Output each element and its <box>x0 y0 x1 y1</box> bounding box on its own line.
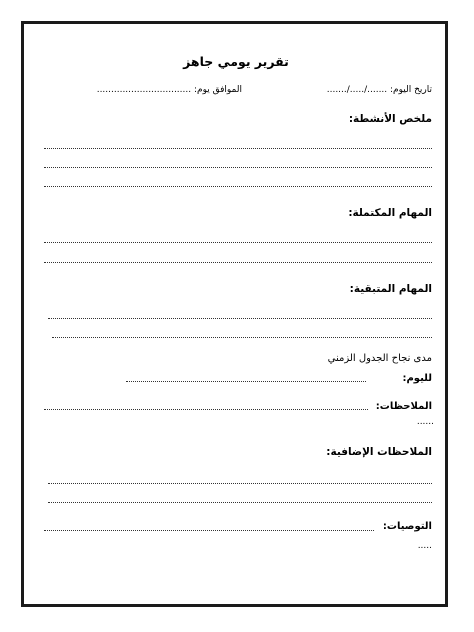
activities-summary-heading: ملخص الأنشطة: <box>348 113 432 125</box>
notes-line[interactable] <box>44 409 368 410</box>
page-border <box>21 21 448 607</box>
additional-notes-heading: الملاحظات الإضافية: <box>326 446 432 458</box>
recommendations-continuation: ..... <box>417 541 432 551</box>
recommendations-label: التوصيات: <box>382 521 432 532</box>
remaining-line-1[interactable] <box>48 318 432 319</box>
activities-line-3[interactable] <box>44 186 432 187</box>
date-field: تاريخ اليوم: ......./...../....... <box>326 85 432 95</box>
remaining-line-2[interactable] <box>52 337 432 338</box>
schedule-success-label: مدى نجاح الجدول الزمني <box>327 353 432 364</box>
completed-line-2[interactable] <box>44 262 432 263</box>
additional-line-2[interactable] <box>48 502 432 503</box>
completed-tasks-heading: المهام المكتملة: <box>348 207 432 219</box>
schedule-line[interactable] <box>126 381 366 382</box>
page-title: تقرير يومي جاهز <box>183 54 289 69</box>
notes-continuation: ...... <box>416 417 434 427</box>
notes-label: الملاحظات: <box>375 401 432 412</box>
schedule-day-label: لليوم: <box>402 373 432 384</box>
activities-line-2[interactable] <box>44 167 432 168</box>
remaining-tasks-heading: المهام المتبقية: <box>349 283 432 295</box>
completed-line-1[interactable] <box>44 242 432 243</box>
additional-line-1[interactable] <box>48 483 432 484</box>
activities-line-1[interactable] <box>44 148 432 149</box>
corresponding-day-field: الموافق يوم: ................................. <box>96 85 242 95</box>
recommendations-line[interactable] <box>44 530 374 531</box>
